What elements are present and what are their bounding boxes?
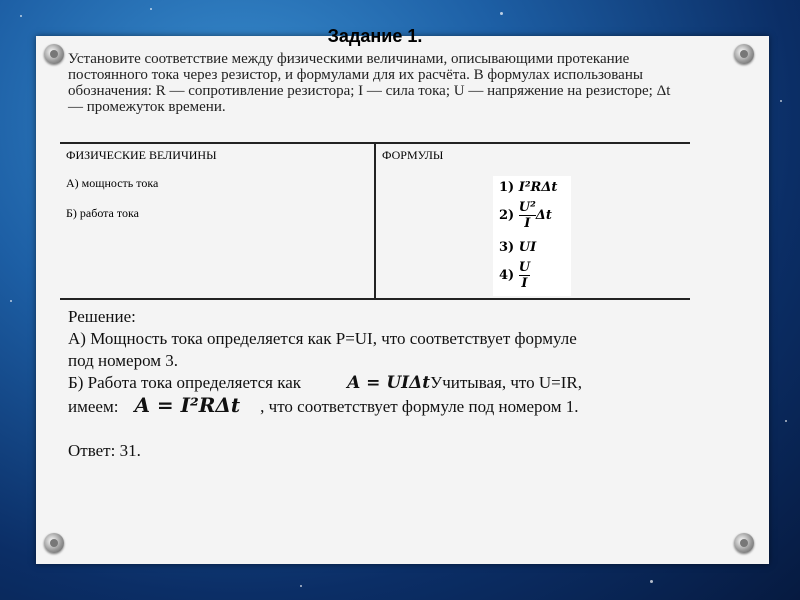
screw-icon — [44, 44, 64, 64]
formula-1: I²RΔt — [518, 180, 558, 195]
solution-line: Учитывая, что U=IR, — [430, 373, 582, 392]
solution-heading: Решение: — [68, 307, 136, 326]
formulas-list — [493, 176, 571, 296]
formula-number: 4) — [499, 268, 515, 283]
formula-suffix: Δt — [535, 208, 552, 223]
quantity-item: Б) работа тока — [66, 206, 139, 220]
formula-4 — [519, 260, 530, 291]
screw-icon — [734, 44, 754, 64]
formulas-header: ФОРМУЛЫ — [382, 148, 444, 162]
denominator: I — [524, 216, 531, 231]
solution-line: имеем: — [68, 397, 119, 416]
solution-line: , что соответствует формуле под номером 1. — [260, 397, 579, 416]
slide-card — [36, 36, 769, 564]
formula-number: 2) — [499, 208, 515, 223]
formula-work: A = UIΔt — [347, 373, 431, 393]
matching-table — [60, 142, 690, 300]
solution — [68, 306, 708, 462]
numerator: U² — [518, 200, 536, 215]
quantities-header: ФИЗИЧЕСКИЕ ВЕЛИЧИНЫ — [66, 148, 217, 162]
screw-icon — [44, 533, 64, 553]
solution-line: Б) Работа тока определяется как — [68, 373, 302, 392]
denominator: I — [521, 276, 528, 291]
quantities-column — [60, 144, 376, 298]
slide-title: Задание 1. — [327, 26, 423, 46]
quantity-item: А) мощность тока — [66, 176, 159, 190]
solution-line: А) Мощность тока определяется как P=UI, что соответствует формуле — [68, 329, 577, 348]
numerator: U — [518, 260, 531, 275]
screw-icon — [734, 533, 754, 553]
answer: Ответ: 31. — [68, 441, 141, 460]
formula-result: A = I²RΔt — [134, 393, 241, 417]
task-text: Установите соответствие между физическими величинами, описывающими протекание постоянного тока через резистор, и формулами для их расчёта. В формулах использованы обозначения: R — сопротивление резистора; I — сила тока; U — напряжение на резисторе; Δt — промежуток времени. — [68, 51, 671, 115]
formula-2 — [519, 200, 536, 231]
formula-3: UI — [518, 240, 537, 255]
formula-number: 3) — [499, 240, 515, 255]
formula-number: 1) — [499, 180, 515, 195]
solution-line: под номером 3. — [68, 351, 179, 370]
